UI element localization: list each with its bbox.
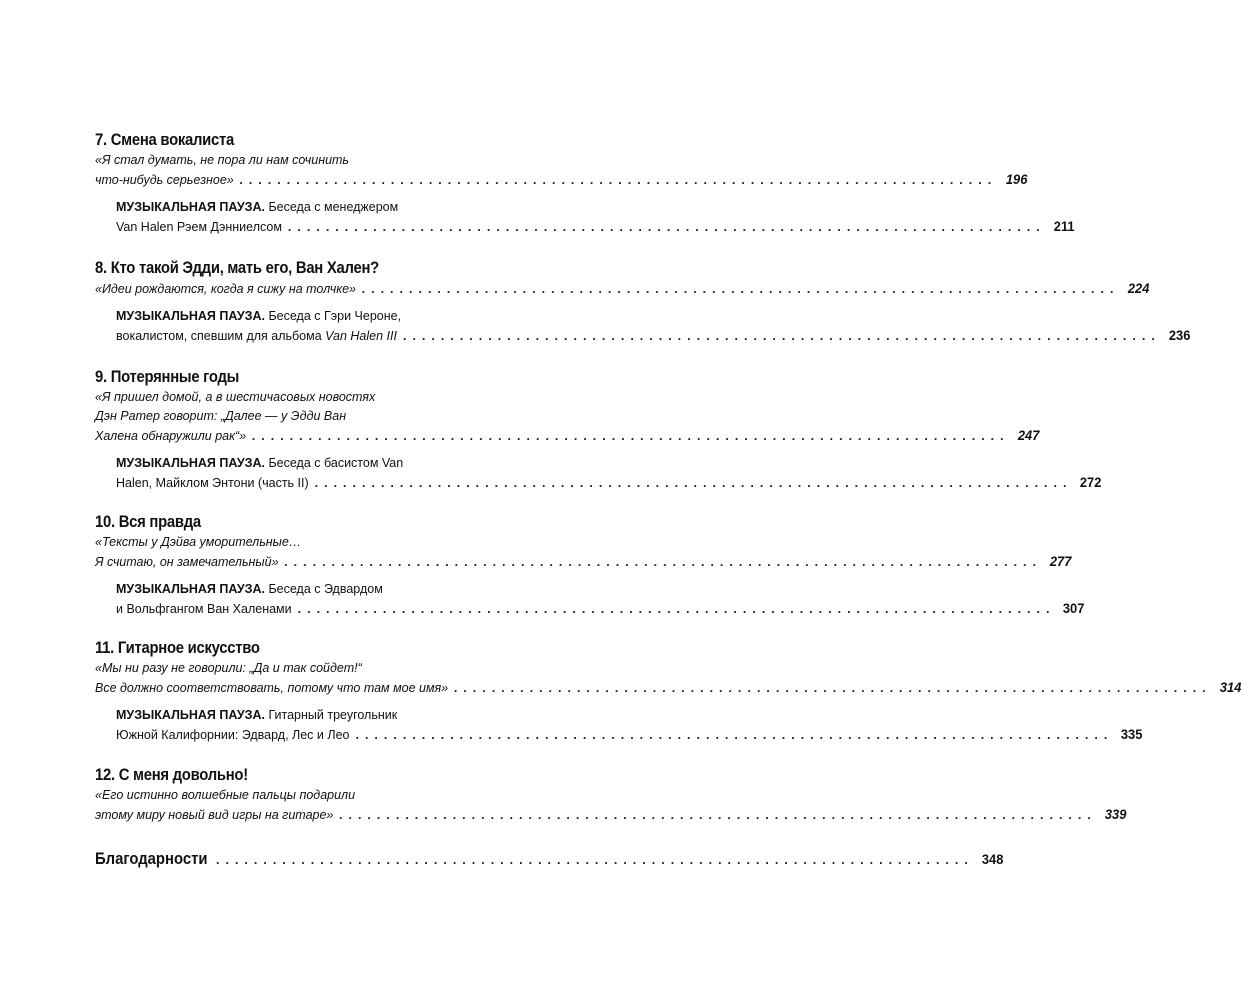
pause-text: Южной Калифорнии: Эдвард, Лес и Лео [116, 728, 350, 742]
page-number: 211 [1053, 218, 1075, 234]
pause-text: Беседа с Гэри Чероне, [268, 309, 402, 323]
page-number: 247 [1017, 427, 1040, 443]
dot-leader: ................................................................................ [454, 681, 1213, 695]
dot-leader: ................................................................................ [287, 220, 1046, 234]
pause-text: Беседа с басистом Van [268, 456, 404, 470]
page-number: 224 [1127, 280, 1150, 296]
chapter-7 [95, 131, 1075, 237]
subtitle-line: «Его истинно волшебные пальцы подарили [95, 788, 356, 802]
chapter-11 [95, 639, 1241, 745]
chapter-subtitle-entry [95, 659, 1241, 698]
chapter-8 [95, 259, 1191, 346]
pause-label: МУЗЫКАЛЬНАЯ ПАУЗА. [116, 200, 265, 214]
pause-text: Halen, Майклом Энтони (часть II) [116, 476, 309, 490]
dot-leader: ................................................................................ [239, 173, 998, 187]
subtitle-line: «Я пришел домой, а в шестичасовых новостях [95, 390, 376, 404]
chapter-10 [95, 513, 1085, 619]
chapter-12 [95, 766, 1127, 825]
music-pause-entry [116, 454, 1102, 493]
pause-label: МУЗЫКАЛЬНАЯ ПАУЗА. [116, 582, 265, 596]
dot-leader: ................................................................................ [339, 808, 1098, 822]
dot-leader: ................................................................................ [355, 728, 1114, 742]
subtitle-line: «Тексты у Дэйва уморительные… [95, 535, 302, 549]
chapter-title: 9. Потерянные годы [95, 368, 240, 386]
page-number: 339 [1105, 806, 1127, 822]
page-number: 335 [1121, 726, 1143, 742]
pause-text: Гитарный треугольник [268, 708, 398, 722]
subtitle-line: «Мы ни разу не говорили: „Да и так сойдет!“ [95, 661, 362, 675]
album-title: Van Halen III [325, 329, 397, 343]
subtitle-line: что-нибудь серьезное» [95, 173, 234, 187]
page-number: 307 [1063, 600, 1085, 616]
page-number: 236 [1168, 327, 1191, 343]
pause-text: Van Halen Рэем Дэнниелсом [116, 220, 282, 234]
chapter-9 [95, 368, 1102, 493]
dot-leader: ................................................................................ [216, 853, 974, 867]
chapter-title: 8. Кто такой Эдди, мать его, Ван Хален? [95, 259, 379, 277]
subtitle-line: Дэн Ратер говорит: „Далее — у Эдди Ван [95, 409, 347, 423]
music-pause-entry [116, 706, 1143, 745]
music-pause-entry [116, 198, 1075, 237]
subtitle-line: этому миру новый вид игры на гитаре» [95, 808, 334, 822]
page-number: 277 [1050, 553, 1072, 569]
chapter-subtitle-entry [95, 279, 1150, 299]
subtitle-line: «Идеи рождаются, когда я сижу на толчке» [95, 282, 357, 296]
chapter-title: 12. С меня довольно! [95, 766, 248, 784]
pause-label: МУЗЫКАЛЬНАЯ ПАУЗА. [116, 309, 265, 323]
chapter-title: 10. Вся правда [95, 513, 201, 531]
acknowledgements-entry [95, 850, 1004, 870]
subtitle-line: Я считаю, он замечательный» [95, 555, 279, 569]
dot-leader: ................................................................................ [314, 476, 1073, 490]
pause-text: вокалистом, спевшим для альбома [116, 329, 326, 343]
subtitle-line: Халена обнаружили рак“» [95, 429, 247, 443]
page-number: 272 [1080, 474, 1102, 490]
subtitle-line: «Я стал думать, не пора ли нам сочинить [95, 153, 350, 167]
page-number: 196 [1005, 171, 1027, 187]
music-pause-entry [116, 580, 1085, 619]
pause-text: Беседа с менеджером [268, 200, 399, 214]
acknowledgements-title: Благодарности [95, 850, 208, 868]
chapter-subtitle-entry [95, 151, 1027, 190]
dot-leader: ................................................................................ [362, 282, 1120, 296]
pause-text: и Вольфгангом Ван Халенами [116, 602, 292, 616]
pause-label: МУЗЫКАЛЬНАЯ ПАУЗА. [116, 456, 265, 470]
music-pause-entry [116, 307, 1191, 346]
chapter-subtitle-entry [95, 786, 1127, 825]
chapter-title: 11. Гитарное искусство [95, 639, 260, 657]
pause-text: Беседа с Эдвардом [268, 582, 383, 596]
chapter-subtitle-entry [95, 533, 1072, 572]
chapter-subtitle-entry [95, 388, 1040, 446]
dot-leader: ................................................................................ [297, 602, 1056, 616]
dot-leader: ................................................................................ [402, 329, 1161, 343]
dot-leader: ................................................................................ [252, 429, 1010, 443]
dot-leader: ................................................................................ [284, 555, 1043, 569]
pause-label: МУЗЫКАЛЬНАЯ ПАУЗА. [116, 708, 265, 722]
subtitle-line: Все должно соответствовать, потому что там мое имя» [95, 681, 449, 695]
page-number: 348 [981, 851, 1004, 867]
page-number: 314 [1219, 679, 1241, 695]
chapter-title: 7. Смена вокалиста [95, 131, 235, 149]
